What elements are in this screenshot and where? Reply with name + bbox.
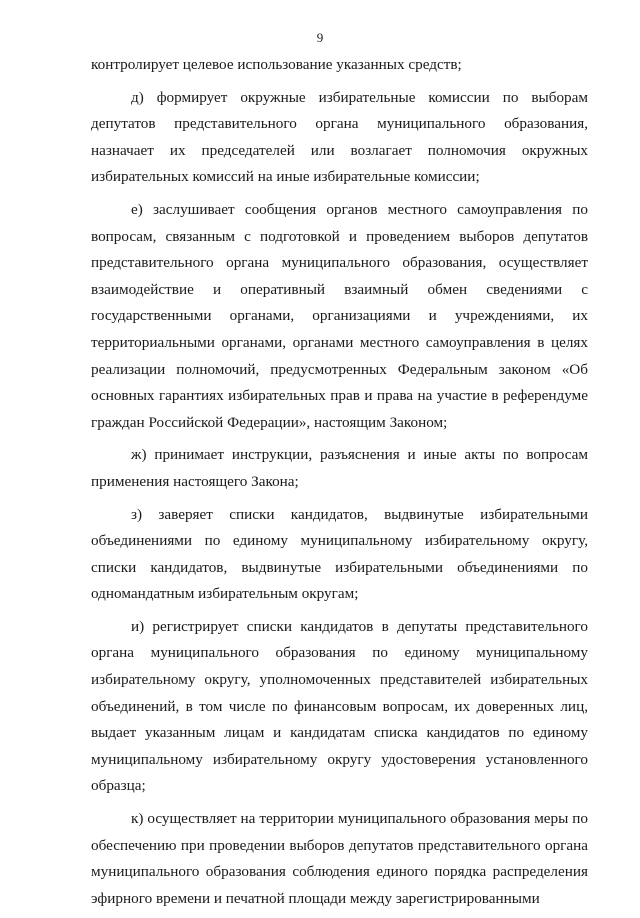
paragraph-item-k: к) осуществляет на территории муниципального образования меры по обеспечению при проведении выборов депутатов представительного органа муниципального образования соблюдения единого порядка распределения эфирного времени и печатной площади между зарегистрированными xyxy=(91,810,588,907)
paragraph-item-i: и) регистрирует списки кандидатов в депутаты представительного органа муниципального образования по единому муниципальному избирательному округу, уполномоченных представителей избирательных объединений, в том числе по финансовым вопросам, их доверенных лиц, выдает указанным лицам и кандидатам списка кандидатов по единому муниципальному избирательному округу удостоверения установленного образца; xyxy=(91,617,588,795)
paragraph-item-zh: ж) принимает инструкции, разъяснения и иные акты по вопросам применения настоящего Закона; xyxy=(91,446,588,490)
paragraph-item-e: е) заслушивает сообщения органов местного самоуправления по вопросам, связанным с подготовкой и проведением выборов депутатов представительного органа муниципального образования, осуществляет взаимодействие и оперативный взаимный обмен сведениями с государственными органами, организациями и учреждениями, их территориальными органами, органами местного самоуправления в целях реализации полномочий, предусмотренных Федеральным законом «Об основных гарантиях избирательных прав и права на участие в референдуме граждан Российской Федерации», настоящим Законом; xyxy=(91,200,588,431)
paragraph-item-z: з) заверяет списки кандидатов, выдвинутые избирательными объединениями по единому муниципальному избирательному округу, списки кандидатов, выдвинутые избирательными объединениями по одномандатным избирательным округам; xyxy=(91,505,588,603)
page-number: 9 xyxy=(316,30,324,45)
paragraph-continuation: контролирует целевое использование указанных средств; xyxy=(91,56,462,73)
paragraph-item-d: д) формирует окружные избирательные комиссии по выборам депутатов представительного органа муниципального образования, назначает их председателей или возлагает полномочия окружных избирательных комиссий на иные избирательные комиссии; xyxy=(91,88,588,186)
document-body xyxy=(91,52,588,918)
